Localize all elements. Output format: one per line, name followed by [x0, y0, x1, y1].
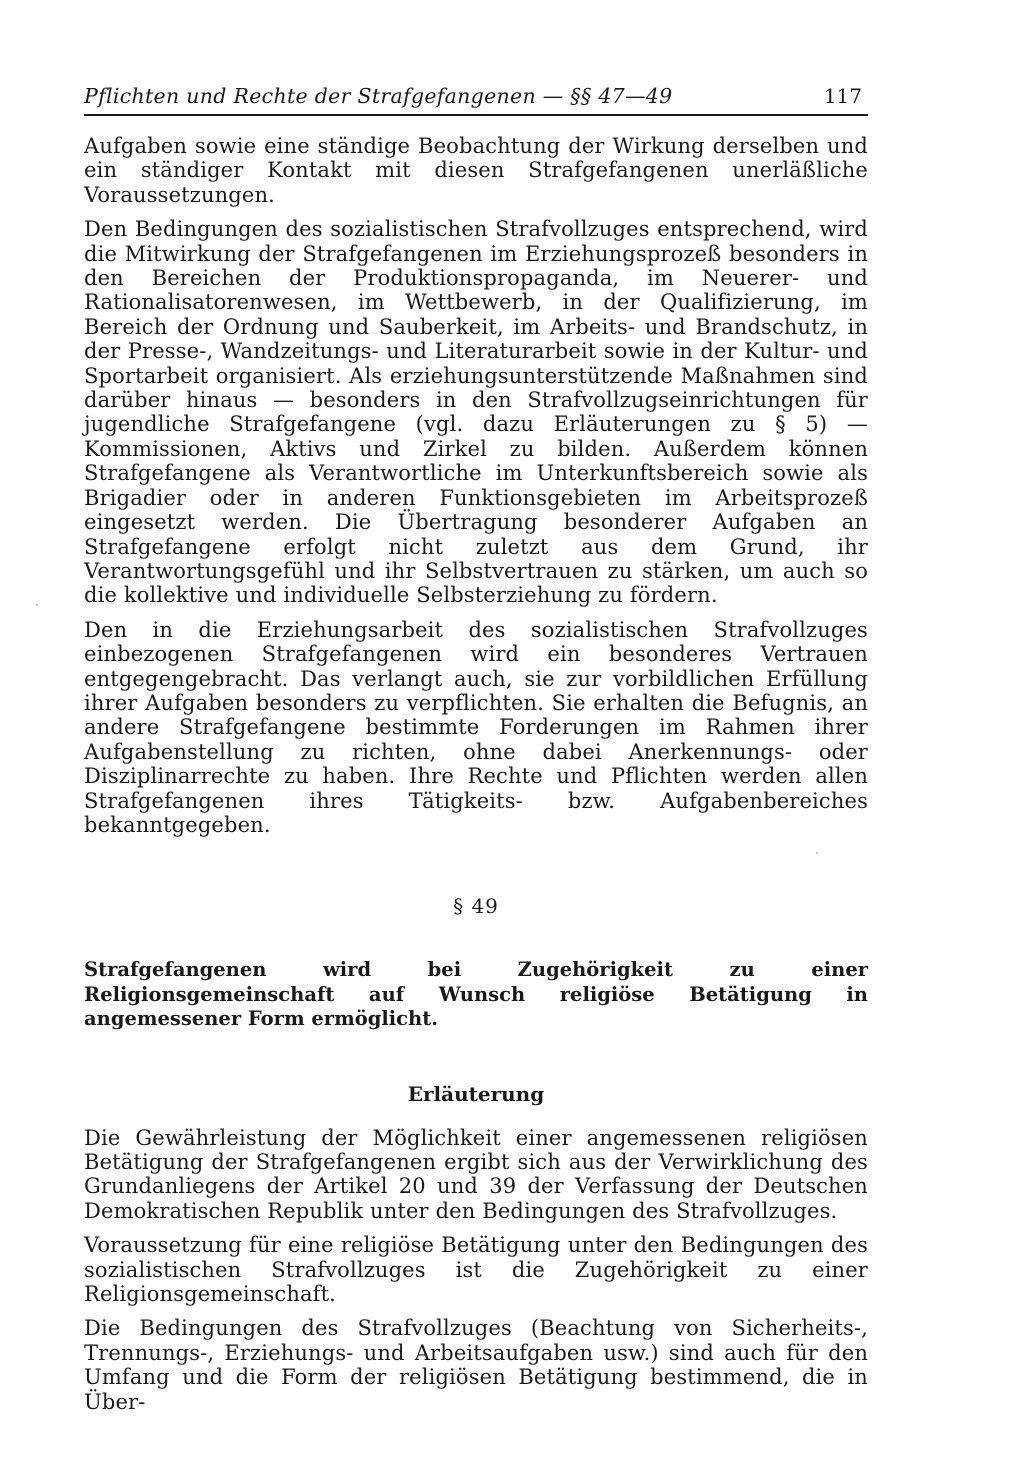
paragraph-continuation: Aufgaben sowie eine ständige Beobachtung der Wirkung derselben und ein ständiger Kontakt mit diesen Strafgefangenen unerläßliche Voraussetzungen.: [84, 134, 868, 207]
statute-text: Strafgefangenen wird bei Zugehörigkeit zu einer Religionsgemeinschaft auf Wunsch religiöse Betätigung in angemessener Form ermöglicht.: [84, 958, 868, 1031]
running-header: [84, 80, 868, 116]
paper-speck: [816, 852, 818, 854]
paragraph-trust: Den in die Erziehungsarbeit des sozialistischen Strafvollzuges einbezogenen Strafgefangenen wird ein besonderes Vertrauen entgegengebracht. Das verlangt auch, sie zur vorbildlichen Erfüllung ihrer Aufgaben besonders zu verpflichten. Sie erhalten die Befugnis, an andere Strafgefangene bestimmte Forderungen im Rahmen ihrer Aufgabenstellung zu richten, ohne dabei Anerkennungs- oder Disziplinarrechte zu haben. Ihre Rechte und Pflichten werden allen Strafgefangenen ihres Tätigkeits- bzw. Aufgabenbereiches bekanntgegeben.: [84, 617, 868, 837]
book-page: [84, 80, 868, 1414]
explanation-heading: Erläuterung: [407, 1081, 545, 1106]
page-number: 117: [823, 84, 862, 108]
running-title: Pflichten und Rechte der Strafgefangenen — §§ 47—49: [84, 84, 673, 108]
paragraph-prerequisite: Voraussetzung für eine religiöse Betätigung unter den Bedingungen des sozialistischen Strafvollzuges ist die Zugehörigkeit zu einer Religionsgemeinschaft.: [84, 1233, 868, 1307]
paragraph-participation: Den Bedingungen des sozialistischen Strafvollzuges entsprechend, wird die Mitwirkung der Strafgefangenen im Erziehungsprozeß besonders in den Bereichen der Produktionspropaganda, im Neuerer- und Rationalisatorenwesen, im Wettbewerb, in der Qualifizierung, im Bereich der Ordnung und Sauberkeit, im Arbeits- und Brandschutz, in der Presse-, Wandzeitungs- und Literaturarbeit sowie in der Kultur- und Sportarbeit organisiert. Als erziehungsunterstützende Maßnahmen sind darüber hinaus — besonders in den Strafvollzugseinrichtungen für jugendliche Strafgefangene (vgl. dazu Erläuterungen zu § 5) — Kommissionen, Aktivs und Zirkel zu bilden. Außerdem können Strafgefangene als Verantwortliche im Unterkunftsbereich sowie als Brigadier oder in anderen Funktionsgebieten im Arbeitsprozeß eingesetzt werden. Die Übertragung besonderer Aufgaben an Strafgefangene erfolgt nicht zuletzt aus dem Grund, ihr Verantwortungsgefühl und ihr Selbstvertrauen zu stärken, um auch so die kollektive und individuelle Selbsterziehung zu fördern.: [84, 217, 868, 608]
section-number: § 49: [453, 894, 499, 919]
paragraph-guarantee: Die Gewährleistung der Möglichkeit einer angemessenen religiösen Betätigung der Strafgefangenen ergibt sich aus der Verwirklichung des Grundanliegens der Artikel 20 und 39 der Verfassung der Deutschen Demokratischen Republik unter den Bedingungen des Strafvollzuges.: [84, 1125, 868, 1223]
paragraph-conditions: Die Bedingungen des Strafvollzuges (Beachtung von Sicherheits-, Trennungs-, Erziehungs- und Arbeitsaufgaben usw.) sind auch für den Umfang und die Form der religiösen Betätigung bestimmend, die in Über-: [84, 1316, 868, 1414]
paper-speck: [36, 604, 38, 606]
